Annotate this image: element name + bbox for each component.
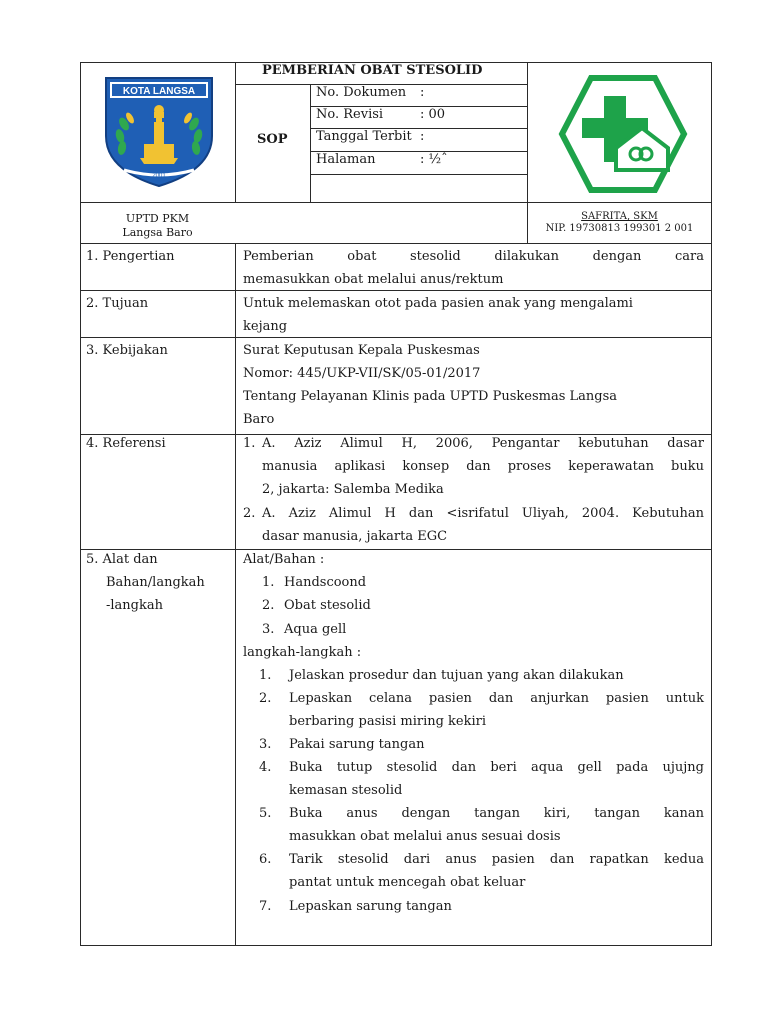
step-text: kemasan stesolid (289, 783, 403, 798)
doc-field-label: Tanggal Terbit (316, 129, 412, 144)
doc-field-label: No. Dokumen (316, 85, 407, 100)
doc-field-label: No. Revisi (316, 107, 384, 122)
org-bottom-line (80, 243, 712, 244)
pengertian-text: Pemberian obat stesolid dilakukan dengan cara (243, 249, 704, 264)
step-text: pantat untuk mencegah obat keluar (289, 875, 526, 890)
referensi-number: 2. (243, 506, 256, 521)
step-text: Jelaskan prosedur dan tujuan yang akan dilakukan (289, 668, 624, 683)
signer-name: SAFRITA, SKM (581, 211, 658, 222)
doc-field-value: : 00 (420, 107, 446, 122)
doc-field-label: Halaman (316, 152, 376, 167)
alat-item-number: 2. (262, 598, 275, 613)
row-line-2 (80, 337, 712, 338)
row-line-3 (80, 434, 712, 435)
org-name-line2: Langsa Baro (122, 226, 193, 239)
doc-field-value: : (420, 85, 425, 100)
kebijakan-text: Nomor: 445/UKP-VII/SK/05-01/2017 (243, 366, 481, 381)
step-number: 2. (259, 691, 272, 706)
alat-item-number: 1. (262, 575, 275, 590)
sop-label: SOP (257, 132, 288, 147)
step-number: 1. (259, 668, 272, 683)
step-text: Lepaskan sarung tangan (289, 899, 452, 914)
table-border-right (711, 62, 712, 946)
alat-item: Handscoond (284, 575, 367, 590)
table-border-left (80, 62, 81, 946)
alat-item: Obat stesolid (284, 598, 371, 613)
row-line-4 (80, 549, 712, 550)
kota-langsa-logo (102, 74, 216, 188)
step-text: Pakai sarung tangan (289, 737, 425, 752)
step-text: Lepaskan celana pasien dan anjurkan pasien untuk (289, 691, 704, 706)
step-text: Buka tutup stesolid dan beri aqua gell pada ujujng (289, 760, 704, 775)
step-number: 6. (259, 852, 272, 867)
referensi-text: manusia aplikasi konsep dan proses keperawatan buku (262, 459, 704, 474)
kebijakan-text: Baro (243, 412, 275, 427)
referensi-number: 1. (243, 436, 256, 451)
referensi-text: dasar manusia, jakarta EGC (262, 529, 448, 544)
pengertian-text: memasukkan obat melalui anus/rektum (243, 272, 504, 287)
row-label-pengertian: 1. Pengertian (86, 249, 175, 264)
referensi-text: A. Aziz Alimul H, 2006, Pengantar kebutuhan dasar (262, 436, 704, 451)
row-label-alat: 5. Alat dan (86, 552, 158, 567)
kebijakan-text: Tentang Pelayanan Klinis pada UPTD Puskesmas Langsa (243, 389, 617, 404)
docfields-divider (310, 84, 311, 202)
referensi-text: 2, jakarta: Salemba Medika (262, 482, 444, 497)
signer-nip: NIP. 19730813 199301 2 001 (545, 223, 694, 234)
row-line-1 (80, 290, 712, 291)
tujuan-text: Untuk melemaskan otot pada pasien anak yang mengalami (243, 296, 633, 311)
step-number: 7. (259, 899, 272, 914)
langkah-heading: langkah-langkah : (243, 645, 362, 660)
alat-heading: Alat/Bahan : (243, 552, 325, 567)
puskesmas-logo (558, 74, 688, 194)
step-number: 5. (259, 806, 272, 821)
org-name-line1: UPTD PKM (125, 212, 190, 225)
logo-banner-text: KOTA LANGSA (122, 86, 196, 97)
row-label-alat: -langkah (106, 598, 163, 613)
step-text: berbaring pasisi miring kekiri (289, 714, 487, 729)
body-column-divider (235, 243, 236, 946)
docfield-line-4 (310, 174, 527, 175)
step-text: Buka anus dengan tangan kiri, tangan kanan (289, 806, 704, 821)
row-label-alat: Bahan/langkah (106, 575, 205, 590)
logo-year: 2001 (152, 173, 166, 179)
header-divider-left (235, 62, 236, 202)
alat-item: Aqua gell (284, 622, 347, 637)
doc-field-value: : (420, 129, 425, 144)
kebijakan-text: Surat Keputusan Kepala Puskesmas (243, 343, 480, 358)
row-label-kebijakan: 3. Kebijakan (86, 343, 168, 358)
referensi-text: A. Aziz Alimul H dan <isrifatul Uliyah, 2004. Kebutuhan (262, 506, 704, 521)
table-border-bottom (80, 945, 712, 946)
alat-item-number: 3. (262, 622, 275, 637)
doc-field-value: : ½ˆ (420, 152, 448, 167)
step-text: Tarik stesolid dari anus pasien dan rapatkan kedua (289, 852, 704, 867)
row-label-tujuan: 2. Tujuan (86, 296, 149, 311)
step-text: masukkan obat melalui anus sesuai dosis (289, 829, 561, 844)
step-number: 3. (259, 737, 272, 752)
tujuan-text: kejang (243, 319, 288, 334)
document-title: PEMBERIAN OBAT STESOLID (262, 63, 483, 78)
row-label-referensi: 4. Referensi (86, 436, 166, 451)
header-bottom-line (80, 202, 712, 203)
step-number: 4. (259, 760, 272, 775)
